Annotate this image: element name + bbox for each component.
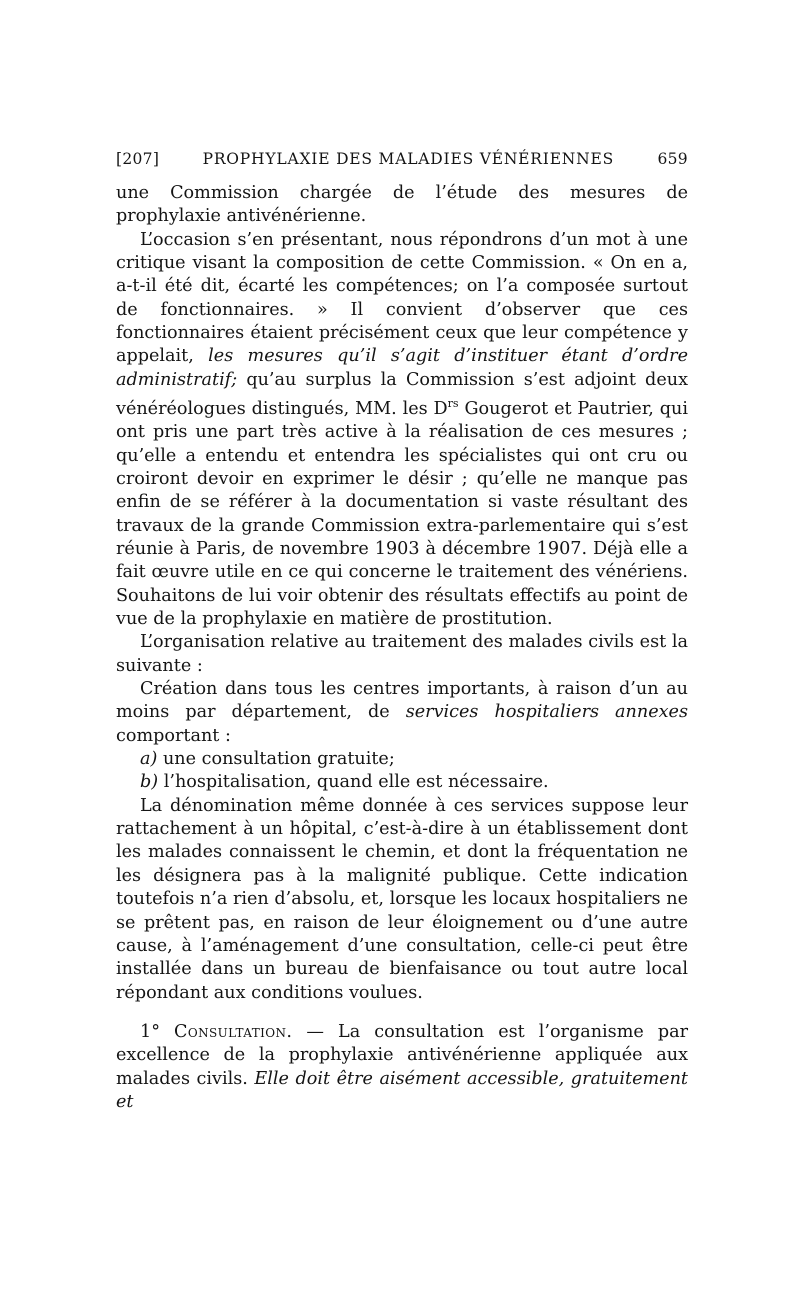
list-item: b) l’hospitalisation, quand elle est nécessaire. (140, 772, 549, 793)
paragraph: L’organisation relative au traitement des malades civils est la suivante : (116, 632, 688, 676)
italic-phrase: services hospitaliers annexes (405, 702, 688, 723)
paragraph: une Commission chargée de l’étude des mesures de prophylaxie antivénérienne. (116, 183, 688, 227)
section-heading: Consultation. (174, 1021, 293, 1042)
page-number: 659 (657, 150, 688, 168)
paragraph: La dénomination même donnée à ces services suppose leur rattachement à un hôpital, c’est-à-dire à un établissement dont les malades connaissent le chemin, et dont la fréquentation ne les désignera pas à la malignité publique. Cette indication toutefois n’a rien d’absolu, et, lorsque les locaux hospitaliers ne se prêtent pas, en raison de leur éloignement ou d’une autre cause, à l’aménagement d’une consultation, celle-ci peut être installée dans un bureau de bienfaisance ou tout autre local répondant aux conditions voulues. (116, 795, 688, 1003)
list-item: a) une consultation gratuite; (140, 749, 395, 770)
running-header (116, 150, 688, 168)
italic-phrase: Elle doit être aisément accessible, gratuitement et (116, 1068, 688, 1112)
list-marker: a) (140, 749, 158, 770)
section-number: 1° (140, 1021, 160, 1042)
paragraph: L’occasion s’en présentant, nous répondrons d’un mot à une critique visant la composition de cette Commission. « On en a, a-t-il été dit, écarté les compétences; on l’a composée surtout de fonctionnaires. » Il convient d’observer que ces fonctionnaires étaient précisément ceux que leur compétence y appelait, les mesures qu’il s’agit d’instituer étant d’ordre administratif; qu’au surplus la Commission s’est adjoint deux vénéréologues distingués, MM. les $D^{rs}$ Gougerot et Pautrier, qui ont pris une part très active à la réalisation de ces mesures ; qu’elle a entendu et entendra les spécialistes qui ont cru ou croiront devoir en exprimer le désir ; qu’elle ne manque pas enfin de se référer à la documentation si vaste résultant des travaux de la grande Commission extra-parlementaire qui s’est réunie à Paris, de novembre 1903 à décembre 1907. Déjà elle a fait œuvre utile en ce qui concerne le traitement des vénériens. Souhaitons de lui voir obtenir des résultats effectifs au point de vue de la prophylaxie en matière de prostitution. (116, 229, 688, 630)
italic-phrase: les mesures qu’il s’agit d’instituer étant d’ordre administratif; (116, 346, 688, 390)
running-title: PROPHYLAXIE DES MALADIES VÉNÉRIENNES (202, 150, 615, 168)
document-page (116, 150, 688, 1114)
paragraph: Création dans tous les centres importants, à raison d’un au moins par département, de services hospitaliers annexes comportant : (116, 679, 688, 746)
superscript: rs (447, 397, 459, 411)
list-marker: b) (140, 772, 159, 793)
section-paragraph: 1° Consultation. — La consultation est l’organisme par excellence de la prophylaxie antivénérienne appliquée aux malades civils. Elle doit être aisément accessible, gratuitement et (116, 1021, 688, 1112)
body-text (116, 182, 688, 1114)
page-reference: [207] (116, 150, 160, 168)
